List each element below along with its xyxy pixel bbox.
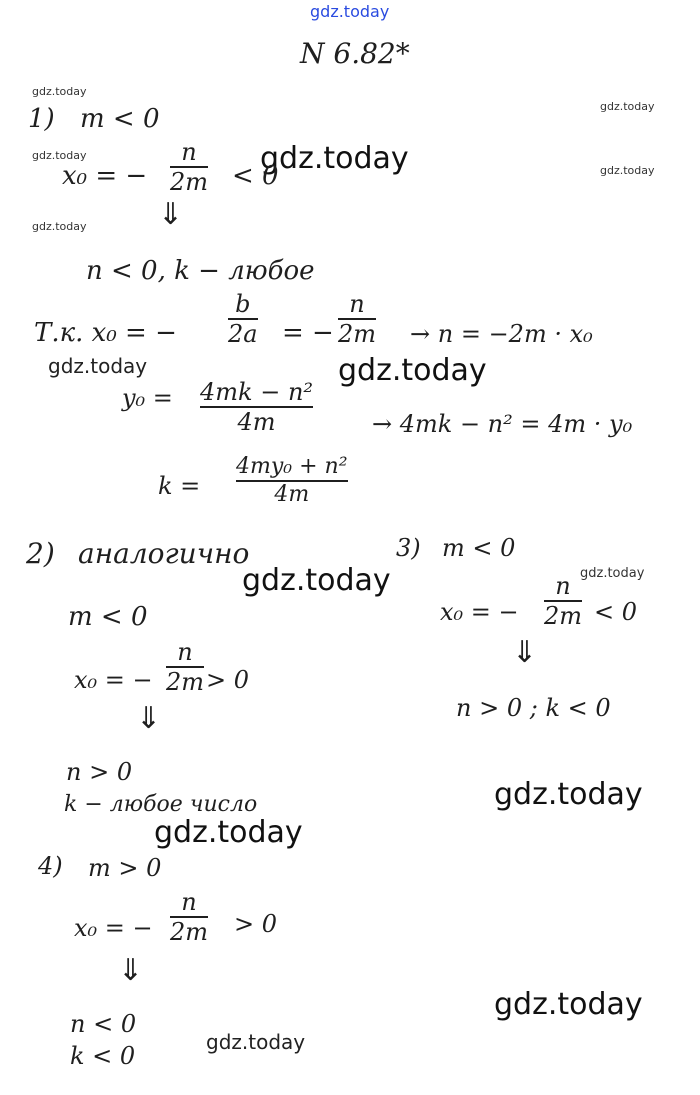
- watermark-top: gdz.today: [310, 2, 390, 21]
- case3-label: 3): [396, 534, 421, 562]
- watermark-large: gdz.today: [242, 563, 391, 598]
- numerator: n: [181, 888, 197, 916]
- case1-label: 1): [28, 104, 55, 134]
- watermark-small: gdz.today: [32, 220, 87, 233]
- numerator: b: [235, 290, 251, 318]
- case4-label: 4): [38, 852, 63, 880]
- case1-k: k =: [158, 472, 201, 500]
- case2-x0-lhs: x₀ = −: [74, 666, 153, 694]
- case1-eq-minus: = −: [282, 318, 334, 348]
- case4-result2: k < 0: [70, 1042, 136, 1070]
- case3-result: n > 0 ; k < 0: [456, 694, 611, 722]
- denominator: 4m: [274, 482, 310, 507]
- numerator: 4mk − n²: [200, 378, 314, 406]
- watermark-small: gdz.today: [32, 85, 87, 98]
- denominator: 2m: [166, 668, 205, 696]
- case2-x0-rhs: > 0: [206, 666, 250, 694]
- implies-arrow-icon: ⇓: [158, 197, 184, 232]
- watermark-small: gdz.today: [600, 100, 655, 113]
- case1-tk-result: → n = −2m · x₀: [410, 320, 593, 348]
- watermark-large: gdz.today: [494, 777, 643, 812]
- case4-result1: n < 0: [70, 1010, 137, 1038]
- denominator: 2m: [338, 320, 377, 348]
- case2-condition: m < 0: [68, 602, 148, 632]
- numerator: n: [181, 138, 197, 166]
- case1-n-over-2m: [338, 292, 376, 346]
- case2-text: аналогично: [78, 537, 250, 570]
- denominator: 2a: [228, 320, 258, 348]
- case1-y0-fraction: [200, 380, 313, 434]
- case2-result1: n > 0: [66, 758, 133, 786]
- case2-result2: k − любое число: [64, 792, 258, 817]
- implies-arrow-icon: ⇓: [512, 635, 538, 670]
- watermark-large: gdz.today: [494, 987, 643, 1022]
- case4-x0-rhs: > 0: [234, 910, 278, 938]
- watermark-large: gdz.today: [154, 815, 303, 850]
- case4-x0-lhs: x₀ = −: [74, 914, 153, 942]
- case3-condition: m < 0: [442, 534, 516, 562]
- watermark-medium: gdz.today: [48, 354, 148, 378]
- denominator: 2m: [544, 602, 583, 630]
- case1-result: n < 0, k − любое: [86, 256, 315, 286]
- implies-arrow-icon: ⇓: [136, 701, 162, 736]
- case2-label: 2): [26, 537, 55, 570]
- case1-x0-fraction: [170, 140, 208, 194]
- case1-b-over-2a: [228, 292, 258, 346]
- watermark-small: gdz.today: [32, 149, 87, 162]
- numerator: n: [177, 638, 193, 666]
- case1-x0-lhs: x₀ = −: [62, 161, 148, 191]
- case1-y0-result: → 4mk − n² = 4m · y₀: [372, 410, 633, 438]
- numerator: 4my₀ + n²: [236, 454, 348, 479]
- case4-x0-fraction: [170, 890, 208, 944]
- case3-x0-rhs: < 0: [594, 598, 638, 626]
- case1-y0: y₀ =: [122, 384, 173, 412]
- denominator: 4m: [237, 408, 276, 436]
- numerator: n: [349, 290, 365, 318]
- case1-x0-rhs: < 0: [232, 161, 279, 191]
- case1-condition: m < 0: [80, 104, 160, 134]
- case3-x0-fraction: [544, 574, 582, 628]
- numerator: n: [555, 572, 571, 600]
- case4-condition: m > 0: [88, 854, 162, 882]
- watermark-small: gdz.today: [580, 566, 645, 581]
- case1-k-fraction: [236, 456, 348, 506]
- watermark-large: gdz.today: [260, 141, 409, 176]
- watermark-large: gdz.today: [338, 353, 487, 388]
- denominator: 2m: [170, 918, 209, 946]
- case3-x0-lhs: x₀ = −: [440, 598, 519, 626]
- denominator: 2m: [170, 168, 209, 196]
- implies-arrow-icon: ⇓: [118, 953, 144, 988]
- watermark-small: gdz.today: [600, 164, 655, 177]
- watermark-medium: gdz.today: [206, 1030, 306, 1054]
- case2-x0-fraction: [166, 640, 204, 694]
- problem-number: N 6.82*: [300, 37, 410, 70]
- case1-tk-prefix: Т.к. x₀ = −: [34, 318, 177, 348]
